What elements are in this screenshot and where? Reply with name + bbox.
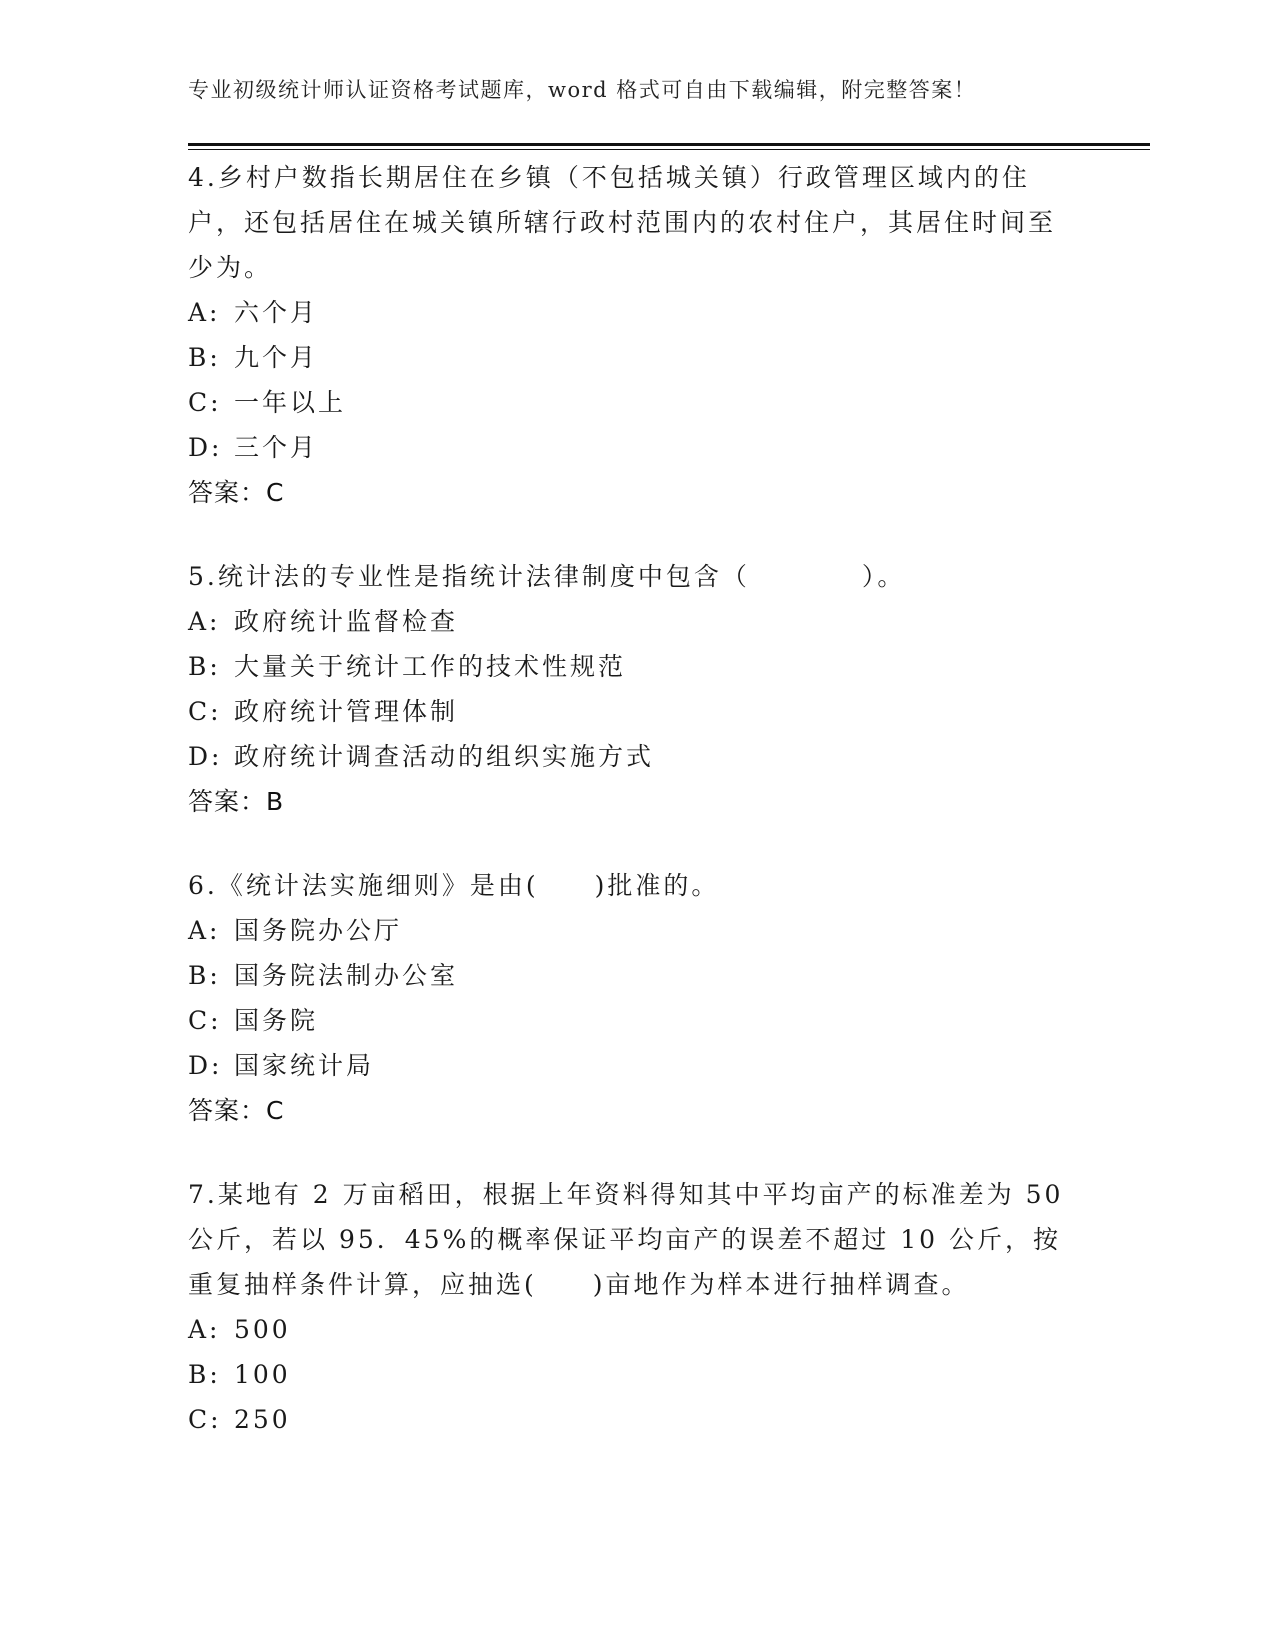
question-stem: 7.某地有 2 万亩稻田，根据上年资料得知其中平均亩产的标准差为 50 公斤，若以 95．45%的概率保证平均亩产的误差不超过 10 公斤，按重复抽样条件计算，应抽选( )亩地作为样本进行抽样调查。	[188, 1180, 1064, 1299]
option-b	[188, 1352, 1068, 1397]
option-letter: D:	[188, 1051, 223, 1080]
option-text: 九个月	[234, 343, 319, 372]
header-rule-thick	[188, 143, 1150, 146]
option-text: 100	[234, 1360, 291, 1389]
page-header: 专业初级统计师认证资格考试题库，word 格式可自由下载编辑，附完整答案！	[188, 78, 977, 102]
option-text: 一年以上	[234, 388, 347, 417]
answer-line: 答案：C	[188, 1096, 285, 1125]
option-text: 政府统计监督检查	[234, 607, 459, 636]
option-list	[188, 599, 1068, 779]
option-letter: C:	[188, 1006, 222, 1035]
option-text: 国务院法制办公室	[234, 961, 459, 990]
option-a	[188, 908, 1068, 953]
option-text: 国务院办公厅	[234, 916, 403, 945]
option-text: 六个月	[234, 298, 319, 327]
option-letter: D:	[188, 433, 223, 462]
option-d	[188, 1043, 1068, 1088]
option-text: 政府统计管理体制	[234, 697, 459, 726]
option-text: 国家统计局	[234, 1051, 375, 1080]
option-b	[188, 644, 1068, 689]
option-list	[188, 290, 1068, 470]
question-stem: 6.《统计法实施细则》是由( )批准的。	[188, 871, 720, 900]
question-list	[188, 155, 1068, 1480]
question-6	[188, 863, 1068, 1134]
option-letter: A:	[188, 607, 221, 636]
option-list	[188, 908, 1068, 1088]
option-letter: A:	[188, 916, 221, 945]
answer-line: 答案：C	[188, 478, 285, 507]
option-letter: B:	[188, 961, 221, 990]
option-a	[188, 599, 1068, 644]
option-text: 250	[234, 1405, 291, 1434]
option-letter: C:	[188, 1405, 222, 1434]
answer-line: 答案：B	[188, 787, 285, 816]
option-text: 三个月	[234, 433, 319, 462]
option-letter: C:	[188, 697, 222, 726]
question-stem: 4.乡村户数指长期居住在乡镇（不包括城关镇）行政管理区域内的住户，还包括居住在城关镇所辖行政村范围内的农村住户，其居住时间至少为。	[188, 163, 1057, 282]
option-b	[188, 953, 1068, 998]
question-7	[188, 1172, 1068, 1442]
option-letter: A:	[188, 1315, 221, 1344]
option-c	[188, 998, 1068, 1043]
option-d	[188, 734, 1068, 779]
option-letter: B:	[188, 343, 221, 372]
option-letter: D:	[188, 742, 223, 771]
question-4	[188, 155, 1068, 516]
option-letter: C:	[188, 388, 222, 417]
option-text: 大量关于统计工作的技术性规范	[234, 652, 627, 681]
option-letter: A:	[188, 298, 221, 327]
option-text: 国务院	[234, 1006, 319, 1035]
option-text: 政府统计调查活动的组织实施方式	[234, 742, 655, 771]
header-rule-thin	[188, 149, 1150, 150]
option-c	[188, 689, 1068, 734]
option-a	[188, 1307, 1068, 1352]
question-5	[188, 554, 1068, 825]
option-a	[188, 290, 1068, 335]
option-c	[188, 380, 1068, 425]
option-letter: B:	[188, 652, 221, 681]
option-d	[188, 425, 1068, 470]
option-c	[188, 1397, 1068, 1442]
option-b	[188, 335, 1068, 380]
question-stem: 5.统计法的专业性是指统计法律制度中包含（ ）。	[188, 562, 906, 591]
option-text: 500	[234, 1315, 291, 1344]
option-list	[188, 1307, 1068, 1442]
option-letter: B:	[188, 1360, 221, 1389]
